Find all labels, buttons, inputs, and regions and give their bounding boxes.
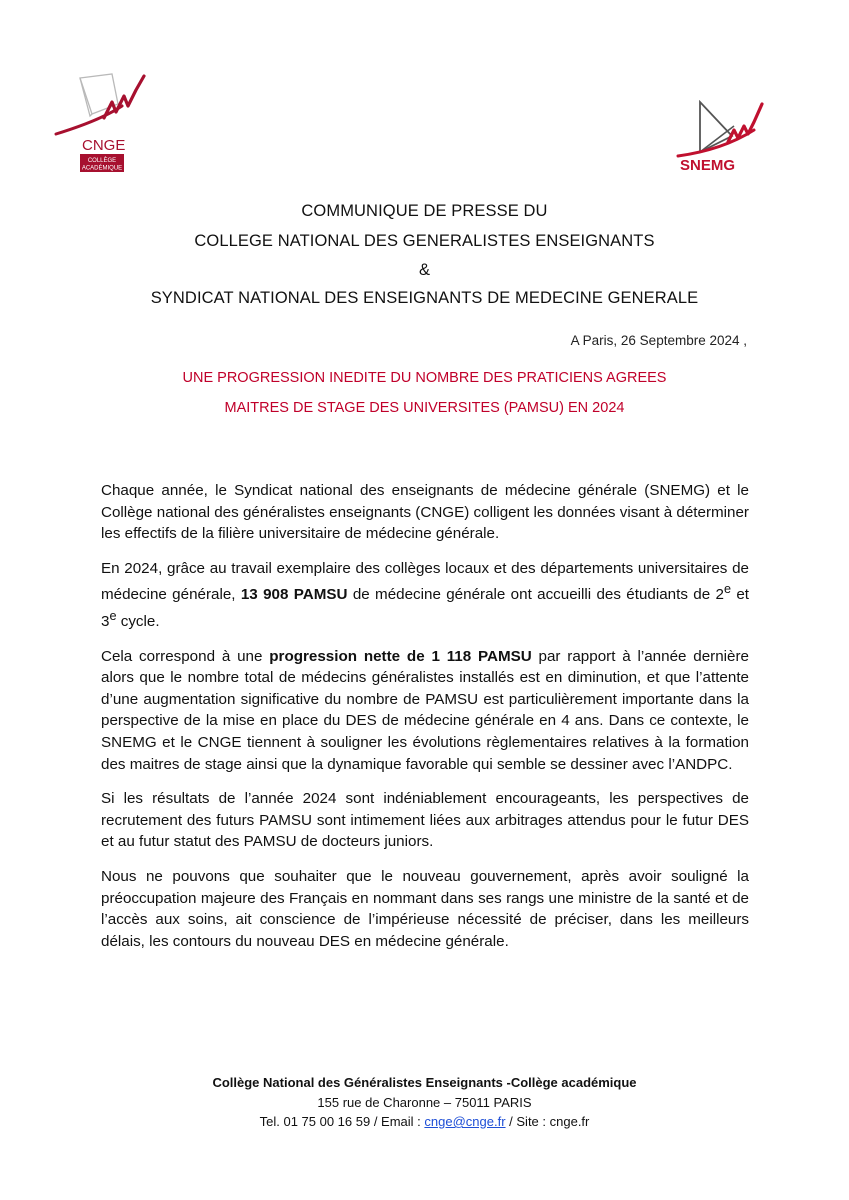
paragraph-3: Cela correspond à une progression nette de 1 118 PAMSU par rapport à l’année dernière alors que le nombre total de médecins généralistes installés est en diminution, et que l’attente d’une augmentation significative du nombre de PAMSU est particulièrement importante dans la perspective de la mise en place du DES de médecine générale en 4 ans. Dans ce contexte, le SNEMG et le CNGE tiennent à souligner les évolutions règlementaires relatives à la formation des maitres de stage ainsi que la dynamique favorable qui semble se dessiner avec l’ANDPC. (101, 647, 749, 773)
cnge-logo-graphic (52, 70, 152, 174)
header-line-3: & (418, 261, 431, 279)
pamsu-count: 13 908 PAMSU (240, 586, 348, 604)
cnge-logo (52, 70, 152, 174)
paragraph-5: Nous ne pouvons que souhaiter que le nouveau gouvernement, après avoir souligné la préoccupation majeure des Français en nommant dans ses rangs une ministre de la santé et de l’accès aux soins, ait conscience de l’impérieuse nécessité de préciser, dans les meilleurs délais, les contours du nouveau DES en médecine générale. (101, 868, 749, 950)
progression-highlight: progression nette de 1 118 PAMSU (269, 647, 532, 665)
header-line-4: SYNDICAT NATIONAL DES ENSEIGNANTS DE MEDECINE GENERALE (150, 289, 699, 307)
snemg-logo-text: SNEMG (680, 157, 736, 174)
snemg-logo-graphic (672, 100, 780, 174)
paragraph-1: Chaque année, le Syndicat national des enseignants de médecine générale (SNEMG) et le Collège national des généralistes enseignants (CNGE) colligent les données visant à déterminer les effectifs de la filière universitaire de médecine générale. (101, 482, 749, 543)
dateline: A Paris, 26 Septembre 2024 , (570, 333, 747, 348)
subheading-line-2: MAITRES DE STAGE DES UNIVERSITES (PAMSU) EN 2024 (224, 400, 625, 416)
header-line-2: COLLEGE NATIONAL DES GENERALISTES ENSEIGNANTS (194, 232, 655, 250)
svg-text:COLLÈGE: COLLÈGE (87, 158, 117, 164)
paragraph-2: En 2024, grâce au travail exemplaire des collèges locaux et des départements universitaires de médecine générale, 13 908 PAMSU de médecine générale ont accueilli des étudiants de 2e et 3e cycle. (101, 559, 749, 631)
header-line-1: COMMUNIQUE DE PRESSE DU (301, 202, 548, 220)
footer-organization: Collège National des Généralistes Enseignants -Collège académique (212, 1075, 637, 1090)
svg-text:ACADÉMIQUE: ACADÉMIQUE (81, 165, 123, 172)
paragraph-4: Si les résultats de l’année 2024 sont indéniablement encourageants, les perspectives de recrutement des futurs PAMSU sont intimement liées aux arbitrages attendus pour le futur DES et au futur statut des PAMSU de docteurs juniors. (101, 790, 749, 851)
footer-contact: Tel. 01 75 00 16 59 / Email : cnge@cnge.fr / Site : cnge.fr (259, 1114, 590, 1129)
site-link[interactable]: cnge.fr (549, 1114, 590, 1129)
press-release-body (101, 480, 749, 965)
footer-address: 155 rue de Charonne – 75011 PARIS (317, 1095, 532, 1110)
snemg-logo (672, 100, 780, 174)
subheading-line-1: UNE PROGRESSION INEDITE DU NOMBRE DES PRATICIENS AGREES (182, 370, 667, 386)
cnge-logo-text: CNGE (82, 137, 126, 154)
email-link[interactable]: cnge@cnge.fr (424, 1114, 506, 1129)
